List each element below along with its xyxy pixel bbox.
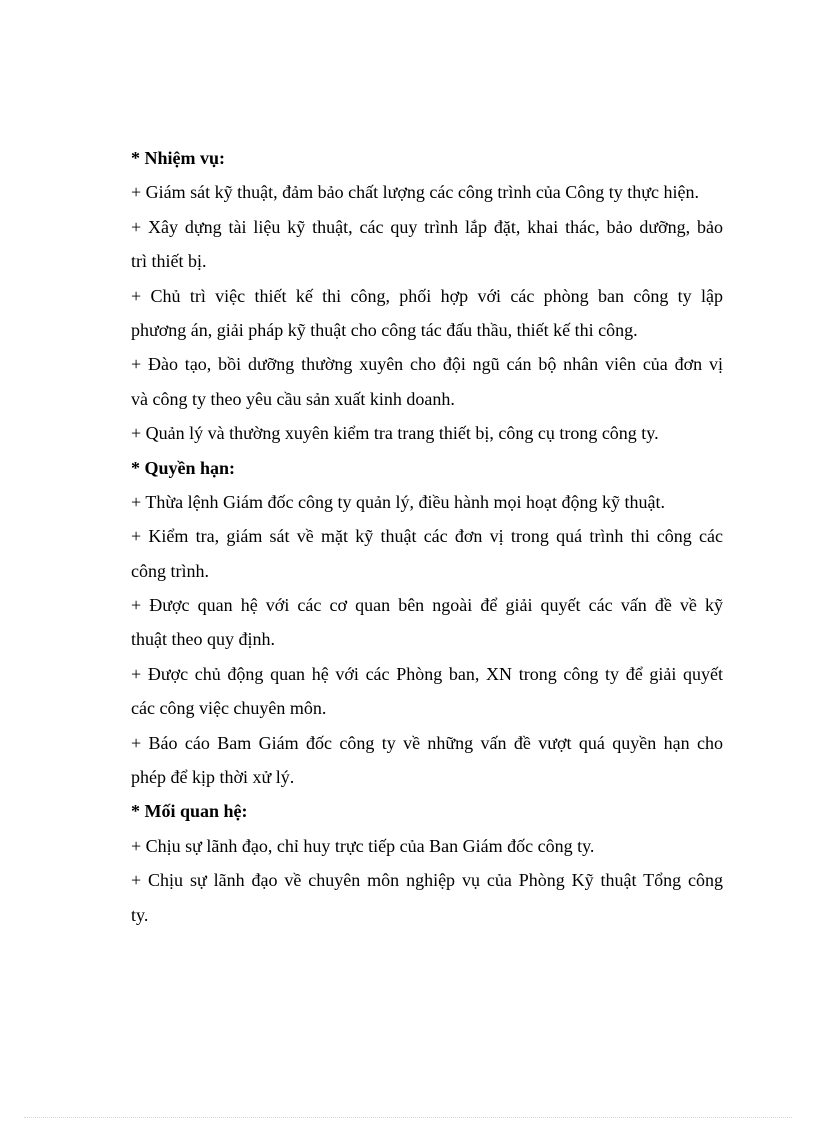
duty-line-1: + Giám sát kỹ thuật, đảm bảo chất lượng các công trình của Công ty thực hiện.: [131, 182, 700, 203]
duty-line-4: + Chủ trì việc thiết kế thi công, phối hợp với các phòng ban công ty lập: [131, 285, 723, 306]
authority-line-5: thuật theo quy định.: [131, 629, 275, 650]
page-bottom-divider: [24, 1117, 792, 1118]
relations-line-3: ty.: [131, 904, 149, 925]
duty-line-3: trì thiết bị.: [131, 251, 207, 272]
duty-line-6: + Đào tạo, bồi dưỡng thường xuyên cho đội ngũ cán bộ nhân viên của đơn vị: [131, 354, 723, 375]
section-heading-relations: * Mối quan hệ:: [131, 801, 248, 822]
relations-line-2: + Chịu sự lãnh đạo về chuyên môn nghiệp vụ của Phòng Kỹ thuật Tổng công: [131, 870, 723, 891]
authority-line-4: + Được quan hệ với các cơ quan bên ngoài để giải quyết các vấn đề về kỹ: [131, 595, 723, 616]
section-heading-duties: * Nhiệm vụ:: [131, 148, 225, 168]
authority-line-3: công trình.: [131, 560, 209, 581]
relations-line-1: + Chịu sự lãnh đạo, chỉ huy trực tiếp của Ban Giám đốc công ty.: [131, 835, 595, 856]
authority-line-1: + Thừa lệnh Giám đốc công ty quản lý, điều hành mọi hoạt động kỹ thuật.: [131, 491, 665, 512]
duty-line-8: + Quản lý và thường xuyên kiểm tra trang thiết bị, công cụ trong công ty.: [131, 423, 659, 444]
duty-line-5: phương án, giải pháp kỹ thuật cho công tác đấu thầu, thiết kế thi công.: [131, 319, 638, 340]
document-body: [131, 141, 723, 932]
duty-line-2: + Xây dựng tài liệu kỹ thuật, các quy trình lắp đặt, khai thác, bảo dưỡng, bảo: [131, 216, 723, 237]
authority-line-6: + Được chủ động quan hệ với các Phòng ban, XN trong công ty để giải quyết: [131, 663, 723, 684]
section-heading-authority: * Quyền hạn:: [131, 457, 236, 478]
authority-line-7: các công việc chuyên môn.: [131, 698, 327, 719]
authority-line-8: + Báo cáo Bam Giám đốc công ty về những vấn đề vượt quá quyền hạn cho: [131, 732, 723, 753]
authority-line-2: + Kiểm tra, giám sát về mặt kỹ thuật các đơn vị trong quá trình thi công các: [131, 526, 723, 547]
authority-line-9: phép để kịp thời xử lý.: [131, 767, 295, 788]
duty-line-7: và công ty theo yêu cầu sản xuất kinh doanh.: [131, 388, 455, 409]
